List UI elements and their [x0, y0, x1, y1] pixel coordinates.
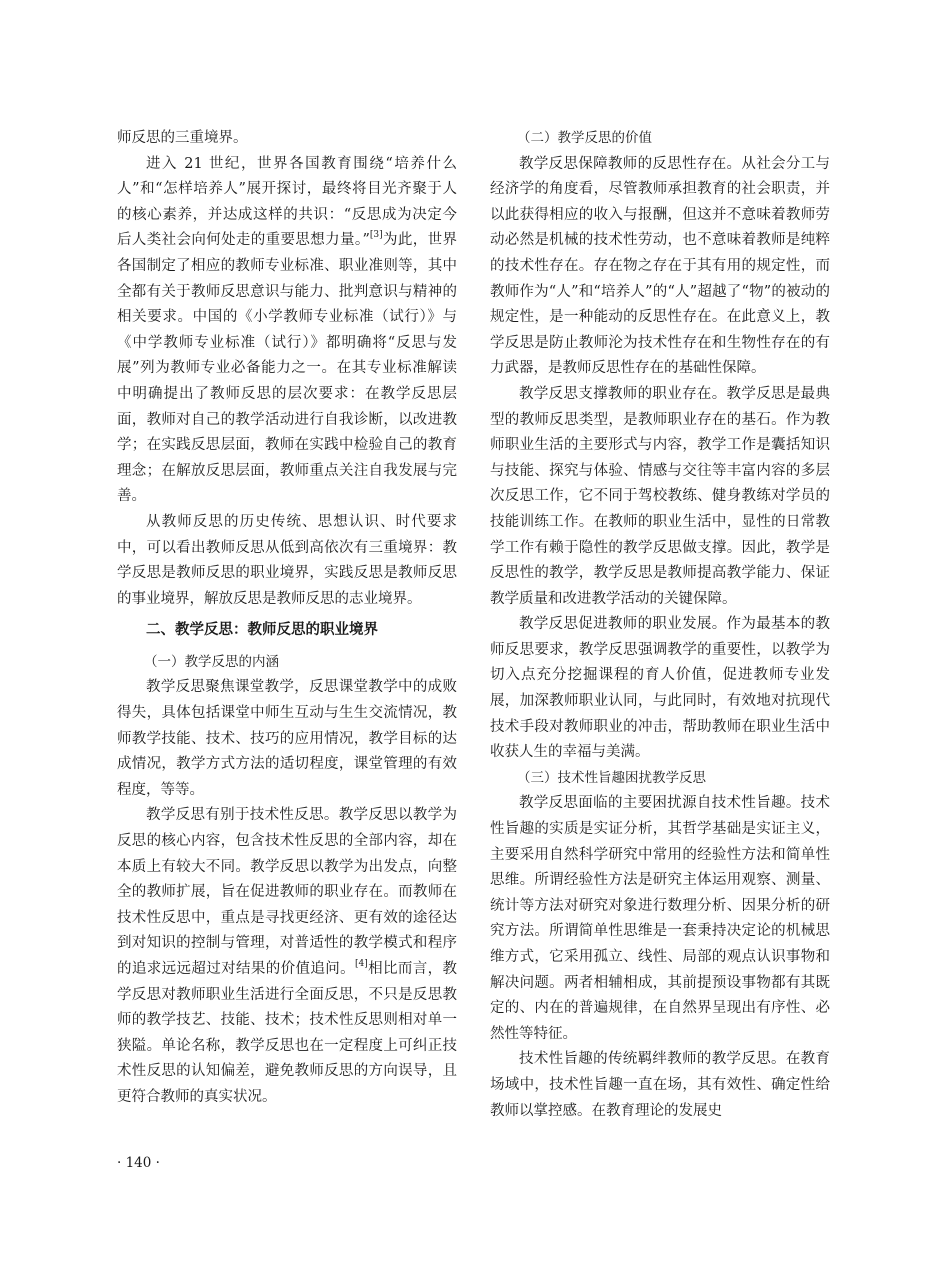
citation-ref: [4] [355, 959, 368, 969]
subsection-heading: （一）教学反思的内涵 [144, 653, 279, 670]
paragraph: 技术性旨趣的传统羁绊教师的教学反思。在教育场域中，技术性旨趣一直在场，其有效性、确定性给教师以掌控感。在教育理论的发展史 [490, 1051, 830, 1119]
paragraph: 教学反思支撑教师的职业存在。教学反思是最典型的教师反思类型，是教师职业存在的基石。作为教师职业生活的主要形式与内容，教学工作是囊括知识与技能、探究与体验、情感与交往等丰富内容的多层次反思工作，它不同于驾校教练、健身教练对学员的技能训练工作。在教师的职业生活中，显性的日常教学工作有赖于隐性的教学反思做支撑。因此，教学是反思性的教学，教学反思是教师提高教学能力、保证教学质量和改进教学活动的关键保障。 [490, 385, 830, 607]
paragraph: 教学反思聚焦课堂教学，反思课堂教学中的成败得失，具体包括课堂中师生互动与生生交流情况，教师教学技能、技术、技巧的应用情况，教学目标的达成情况，教学方式方法的适切程度，课堂管理的有效程度，等等。 [117, 679, 457, 798]
citation-ref: [3] [369, 230, 383, 241]
left-column [117, 126, 457, 1111]
paragraph: 教学反思促进教师的职业发展。作为最基本的教师反思要求，教学反思强调教学的重要性，以教学为切入点充分挖掘课程的育人价值，促进教师专业发展，加深教师职业认同，与此同时，有效地对抗现代技术手段对教师职业的冲击，帮助教师在职业生活中收获人生的幸福与美满。 [490, 616, 830, 761]
paragraph: 教学反思面临的主要困扰源自技术性旨趣。技术性旨趣的实质是实证分析，其哲学基础是实证主义，主要采用自然科学研究中常用的经验性方法和简单性思维。所谓经验性方法是研究主体运用观察、测量、统计等方法对研究对象进行数理分析、因果分析的研究方法。所谓简单性思维是一套秉持决定论的机械思维方式，它采用孤立、线性、局部的观点认识事物和解决问题。两者相辅相成，其前提预设事物都有其既定的、内在的普遍规律，在自然界呈现出有序性、必然性等特征。 [490, 795, 830, 1042]
subsection-heading: （二）教学反思的价值 [517, 130, 652, 146]
paragraph: 教学反思保障教师的反思性存在。从社会分工与经济学的角度看，尽管教师承担教育的社会职责，并以此获得相应的收入与报酬，但这并不意味着教师劳动必然是机械的技术性劳动，也不意味着教师是纯粹的技术性存在。存在物之存在于其有用的规定性，而教师作为“人”和“培养人”的“人”超越了“物”的被动的规定性，是一种能动的反思性存在。在此意义上，教学反思是防止教师沦为技术性存在和生物性存在的有力武器，是教师反思性存在的基础性保障。 [490, 155, 830, 377]
paragraph-text: 进入 21 世纪，世界各国教育围绕“培养什么人”和“怎样培养人”展开探讨，最终将目光齐聚于人的核心素养，并达成这样的共识：“反思成为决定今后人类社会向何处走的重要思想力量。” [117, 155, 457, 249]
subsection-heading: （三）技术性旨趣困扰教学反思 [517, 769, 706, 786]
paragraph: 师反思的三重境界。 [117, 130, 248, 146]
right-column [490, 126, 830, 1124]
paragraph: 从教师反思的历史传统、思想认识、时代要求中，可以看出教师反思从低到高依次有三重境界：教学反思是教师反思的职业境界，实践反思是教师反思的事业境界，解放反思是教师反思的志业境界。 [117, 513, 457, 607]
section-heading: 二、教学反思：教师反思的职业境界 [146, 622, 378, 639]
paragraph [117, 152, 457, 510]
paragraph-text: 相比而言，教学反思对教师职业生活进行全面反思，不只是反思教师的教学技艺、技能、技术；技术性反思则相对单一狭隘。单论名称，教学反思也在一定程度上可纠正技术性反思的认知偏差，避免教师反思的方向误导，且更符合教师的真实状况。 [117, 961, 457, 1105]
paragraph-text: 为此，世界各国制定了相应的教师专业标准、职业准则等，其中全都有关于教师反思意识与能力、批判意识与精神的相关要求。中国的《小学教师专业标准（试行）》与《中学教师专业标准（试行）》都明确将“反思与发展”列为教师专业必备能力之一。在其专业标准解读中明确提出了教师反思的层次要求：在教学反思层面，教师对自己的教学活动进行自我诊断，以改进教学；在实践反思层面，教师在实践中检验自己的教育理念；在解放反思层面，教师重点关注自我发展与完善。 [117, 232, 457, 505]
page-number: · 140 · [117, 1155, 160, 1171]
paragraph [117, 803, 457, 1110]
paragraph-text: 教学反思有别于技术性反思。教学反思以教学为反思的核心内容，包含技术性反思的全部内容，却在本质上有较大不同。教学反思以教学为出发点，向整全的教师扩展，旨在促进教师的职业存在。而教师在技术性反思中，重点是寻找更经济、更有效的途径达到对知识的控制与管理，对普适性的教学模式和程序的追求远远超过对结果的价值追问。 [117, 807, 457, 977]
